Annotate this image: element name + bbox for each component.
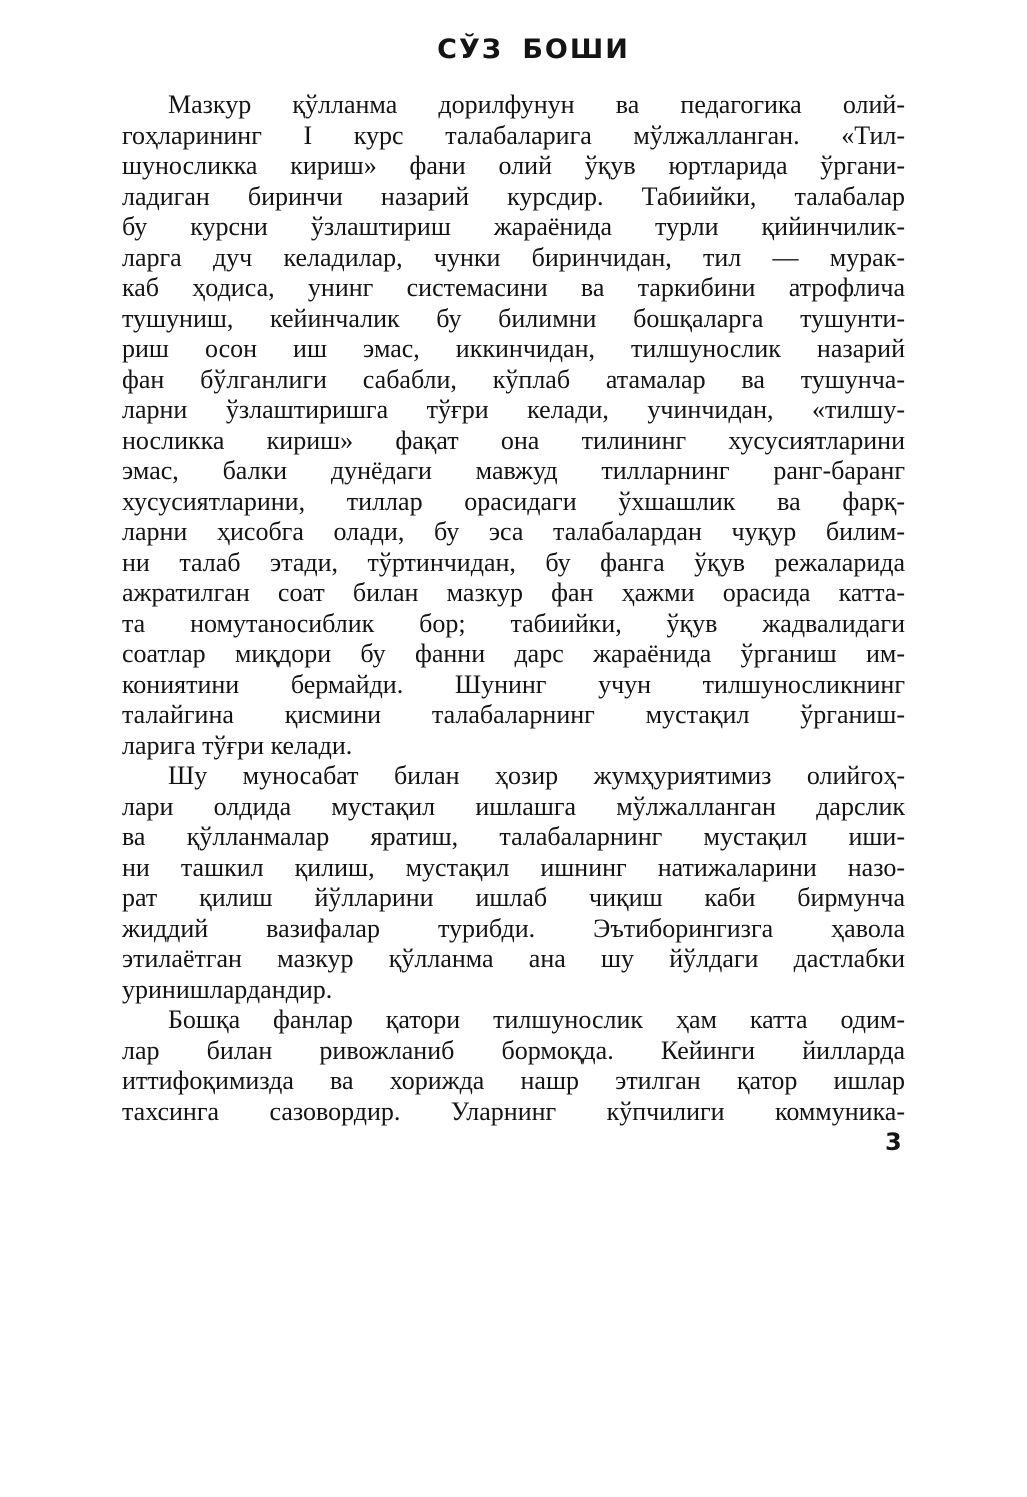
text-line: ажратилган соат билан мазкур фан ҳажми орасида катта- — [122, 578, 905, 607]
text-line: ларига тўғри келади. — [122, 730, 353, 760]
text-line: Шу муносабат билан ҳозир жумҳуриятимиз олийгоҳ- — [168, 761, 905, 790]
text-line: каб ҳодиса, унинг системасини ва таркибини атрофлича — [122, 273, 905, 302]
text-line: риш осон иш эмас, иккинчидан, тилшунослик назарий — [122, 334, 905, 363]
page-number: 3 — [885, 1128, 902, 1156]
text-line: та номутаносиблик бор; табиийки, ўқув жадвалидаги — [122, 608, 905, 638]
text-line: бу курсни ўзлаштириш жараёнида турли қийинчилик- — [122, 212, 905, 241]
text-line: ладиган биринчи назарий курсдир. Табиийки, талабалар — [122, 181, 905, 211]
text-line: тахсинга сазовордир. Уларнинг кўпчилиги коммуника- — [122, 1096, 905, 1126]
text-line: жиддий вазифалар турибди. Эътиборингизга ҳавола — [122, 913, 905, 943]
paragraph-3 — [122, 1005, 905, 1127]
body-text — [122, 90, 905, 1127]
text-line: ларга дуч келадилар, чунки биринчидан, тил — мурак- — [122, 242, 905, 272]
text-line: иттифоқимизда ва хорижда нашр этилган қатор ишлар — [122, 1066, 905, 1095]
text-line: фан бўлганлиги сабабли, кўплаб атамалар ва тушунча- — [122, 364, 905, 394]
page-title: СЎЗ БОШИ — [437, 34, 630, 65]
paragraph-1 — [122, 90, 905, 761]
text-line: лар билан ривожланиб бормоқда. Кейинги йилларда — [122, 1035, 905, 1065]
text-line: шуносликка кириш» фани олий ўқув юртларида ўргани- — [122, 151, 905, 180]
text-line: гоҳларининг I курс талабаларига мўлжалланган. «Тил- — [122, 120, 905, 150]
text-line: кониятини бермайди. Шунинг учун тилшуносликнинг — [122, 669, 905, 699]
text-line: эмас, балки дунёдаги мавжуд тилларнинг ранг-баранг — [122, 456, 905, 485]
text-line: талайгина қисмини талабаларнинг мустақил ўрганиш- — [122, 700, 905, 729]
paragraph-2 — [122, 761, 905, 1005]
text-line: соатлар миқдори бу фанни дарс жараёнида ўрганиш им- — [122, 639, 905, 668]
text-line: рат қилиш йўлларини ишлаб чиқиш каби бирмунча — [122, 883, 905, 912]
text-line: ларни ҳисобга олади, бу эса талабалардан чуқур билим- — [122, 517, 905, 546]
text-line: ни талаб этади, тўртинчидан, бу фанга ўқув режаларида — [122, 547, 905, 577]
text-line: ва қўлланмалар яратиш, талабаларнинг мустақил иши- — [122, 822, 905, 851]
text-line: хусусиятларини, тиллар орасидаги ўхшашлик ва фарқ- — [122, 486, 905, 516]
text-line: ни ташкил қилиш, мустақил ишнинг натижаларини назо- — [122, 852, 905, 882]
text-line: уринишлардандир. — [122, 974, 333, 1004]
text-line: лари олдида мустақил ишлашга мўлжалланган дарслик — [122, 791, 905, 821]
text-line: тушуниш, кейинчалик бу билимни бошқаларга тушунти- — [122, 303, 905, 333]
text-line: этилаётган мазкур қўлланма ана шу йўлдаги дастлабки — [122, 944, 905, 973]
text-line: ларни ўзлаштиришга тўғри келади, учинчидан, «тилшу- — [122, 395, 905, 424]
text-line: Мазкур қўлланма дорилфунун ва педагогика олий- — [168, 90, 905, 119]
text-line: носликка кириш» фақат она тилининг хусусиятларини — [122, 425, 905, 455]
text-line: Бошқа фанлар қатори тилшунослик ҳам катта одим- — [168, 1005, 905, 1034]
